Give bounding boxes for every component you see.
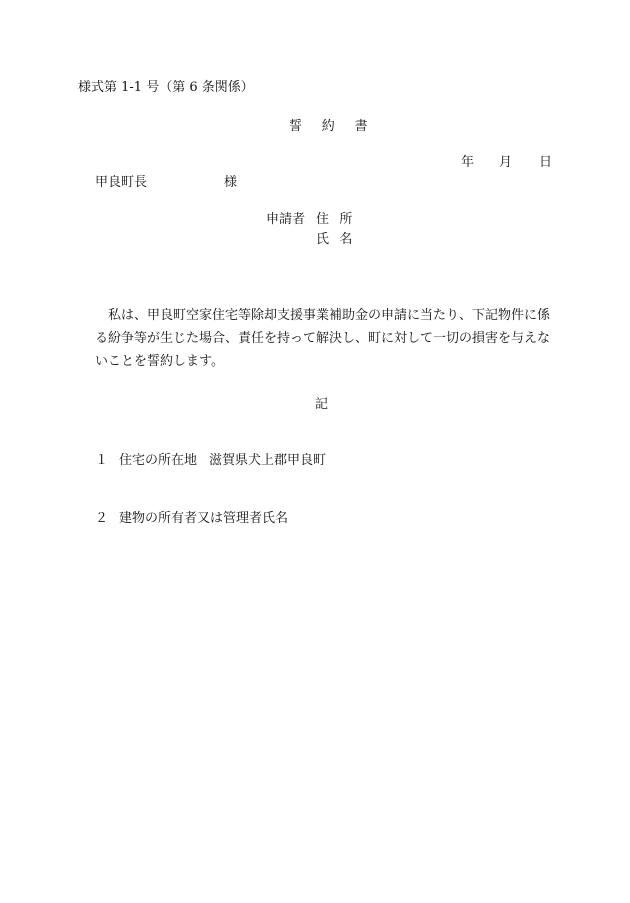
applicant-label: 申請者 (266, 212, 306, 227)
list-item (95, 454, 326, 467)
list-item (95, 512, 300, 525)
name-label: 氏名 (316, 232, 363, 247)
item-label: 住宅の所在地 (119, 453, 198, 468)
item-value: 滋賀県犬上郡甲良町 (209, 453, 327, 468)
item-label: 建物の所有者又は管理者氏名 (119, 511, 289, 526)
address-label: 住所 (316, 212, 363, 227)
addressee-honorific: 様 (224, 175, 238, 190)
item-number: １ (95, 453, 109, 468)
date-day-label: 日 (539, 155, 553, 170)
date-year-label: 年 (461, 155, 475, 170)
item-number: ２ (95, 511, 109, 526)
form-number-label: 様式第 1-1 号（第 6 条関係） (78, 80, 254, 95)
document-title: 誓 約 書 (289, 119, 376, 134)
ki-heading: 記 (315, 397, 329, 412)
oath-paragraph: 私は、甲良町空家住宅等除却支援事業補助金の申請に当たり、下記物件に係る紛争等が生じた場合、責任を持って解決し、町に対して一切の損害を与えないことを誓約します。 (95, 308, 551, 369)
addressee-name: 甲良町長 (95, 175, 148, 190)
date-month-label: 月 (499, 155, 513, 170)
